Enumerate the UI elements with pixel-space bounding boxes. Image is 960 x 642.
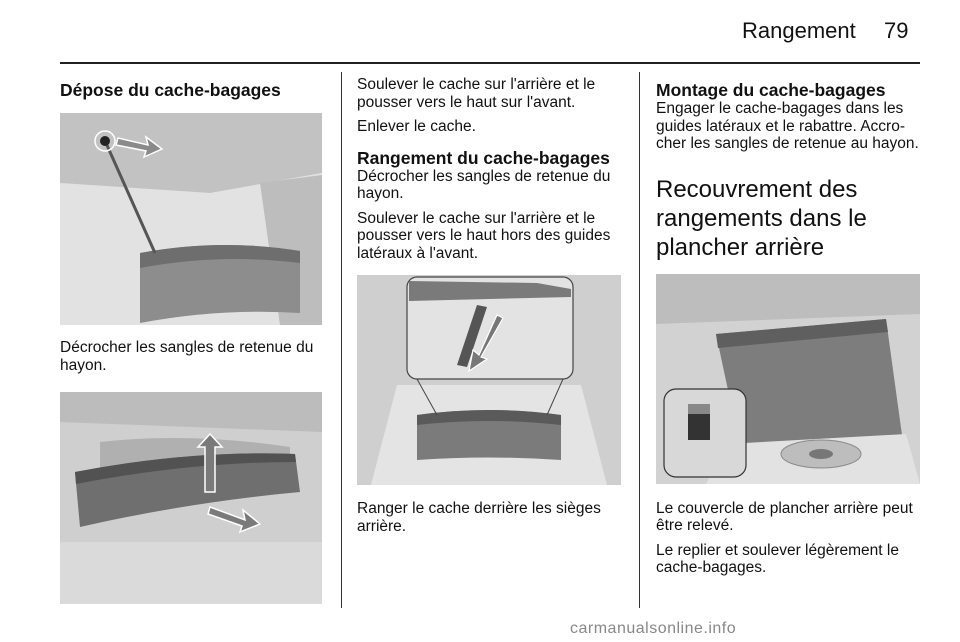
page-header-title: Rangement: [742, 18, 856, 43]
column-divider-2: [639, 72, 640, 608]
page-number: 79: [884, 18, 909, 43]
column-3: [656, 76, 922, 577]
column-divider-1: [341, 72, 342, 608]
watermark: carmanualsonline.info: [570, 620, 737, 637]
column-2: [357, 76, 625, 535]
paragraph-unhook-straps: Décrocher les sangles de retenue du hayon.: [60, 339, 314, 374]
paragraph-remove-cover: Enlever le cache.: [357, 118, 476, 135]
paragraph-lift-push: Soulever le cache sur l'arrière et le pousser vers le haut hors des guides latéraux à l'avant.: [357, 209, 611, 262]
section-heading-installation: Montage du cache-bagages: [656, 80, 886, 100]
section-heading-floor-storage: Recouvrement des rangements dans le plancher arrière: [656, 175, 867, 261]
illustration-cover-stowed: [357, 275, 621, 485]
paragraph-unhook-straps-2: Décrocher les sangles de retenue du hayon.: [357, 167, 611, 202]
paragraph-lift-cover: Soulever le cache sur l'arrière et le pousser vers le haut sur l'avant.: [357, 76, 596, 111]
paragraph-fold-lift: Le replier et soulever légèrement le cache-bagages.: [656, 541, 899, 576]
section-heading-removal: Dépose du cache-bagages: [60, 80, 281, 100]
paragraph-floor-lift: Le couvercle de plancher arrière peut être relevé.: [656, 499, 913, 534]
illustration-cargo-cover: [60, 392, 322, 604]
paragraph-install-cover: Engager le cache-bagages dans les guides latéraux et le rabattre. Accro-cher les sangles de retenue au hayon.: [656, 100, 919, 152]
illustration-tailgate-cover: [60, 113, 322, 325]
paragraph-store-cover: Ranger le cache derrière les sièges arrière.: [357, 500, 601, 535]
column-1: [60, 76, 326, 604]
illustration-floor-cover: [656, 274, 920, 484]
header-rule: [60, 62, 920, 64]
section-heading-storage: Rangement du cache-bagages: [357, 147, 610, 168]
